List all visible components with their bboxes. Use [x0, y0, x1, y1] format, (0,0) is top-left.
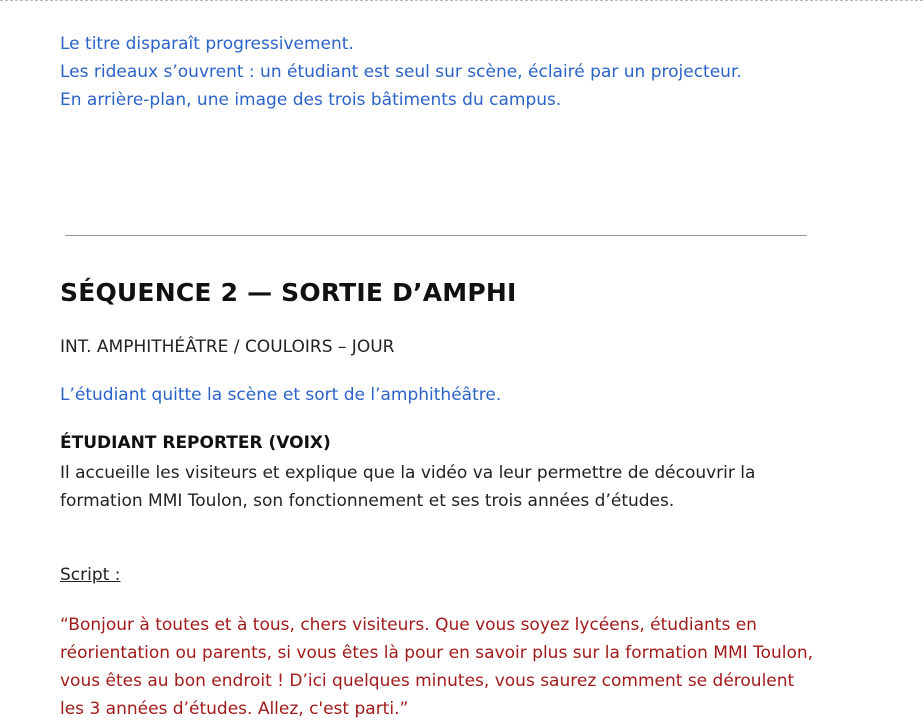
page-top-border — [0, 0, 923, 1]
section-divider — [65, 235, 807, 236]
character-description: Il accueille les visiteurs et explique que la vidéo va leur permettre de découvrir la formation MMI Toulon, son fonctionnement et ses trois années d’études. — [60, 463, 756, 511]
character-name: ÉTUDIANT REPORTER (VOIX) — [60, 433, 331, 453]
action-line-3: En arrière-plan, une image des trois bâtiments du campus. — [60, 90, 562, 110]
scene-slugline: INT. AMPHITHÉÂTRE / COULOIRS – JOUR — [60, 337, 395, 357]
previous-section — [60, 30, 820, 114]
dialogue-text: “Bonjour à toutes et à tous, chers visiteurs. Que vous soyez lycéens, étudiants en réorientation ou parents, si vous êtes là pour en savoir plus sur la formation MMI Toulon, vous êtes au bon endroit ! D’ici quelques minutes, vous saurez comment se déroulent les 3 années d’études. Allez, c'est parti.” — [60, 615, 814, 719]
previous-section-action — [60, 30, 820, 114]
action-line-2: Les rideaux s’ouvrent : un étudiant est seul sur scène, éclairé par un projecteur. — [60, 62, 742, 82]
scene-action: L’étudiant quitte la scène et sort de l’amphithéâtre. — [60, 385, 502, 405]
script-label: Script : — [60, 565, 121, 585]
sequence-title: SÉQUENCE 2 — SORTIE D’AMPHI — [60, 278, 517, 307]
action-line-1: Le titre disparaît progressivement. — [60, 34, 354, 54]
